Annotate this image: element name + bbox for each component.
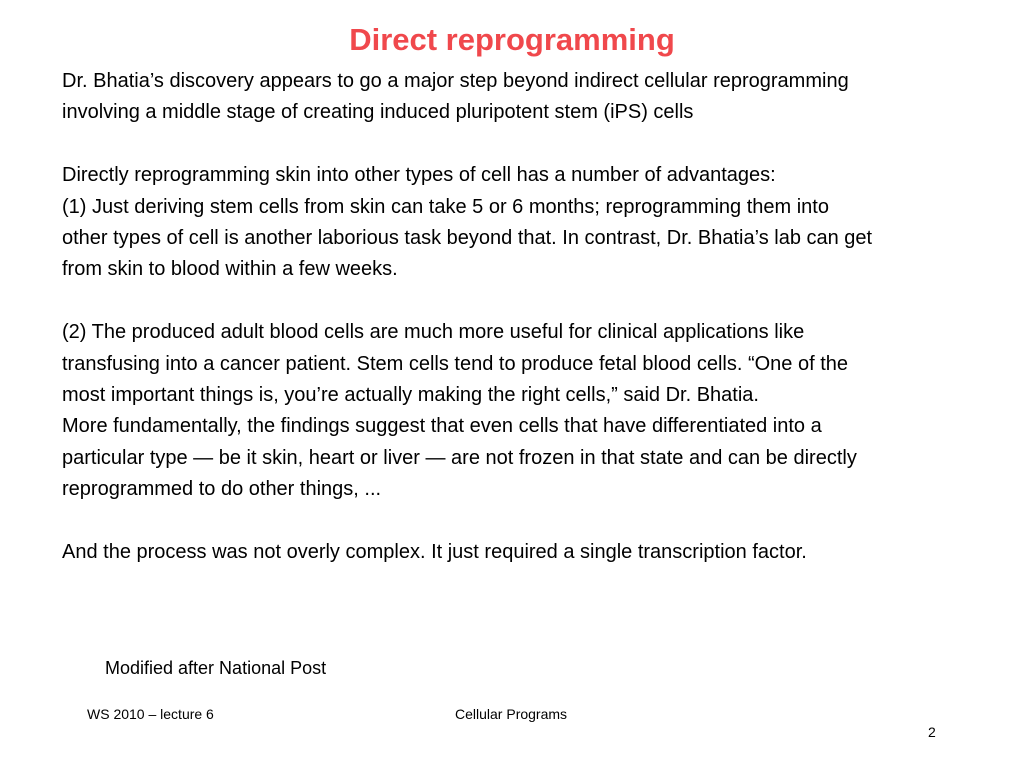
body-line: involving a middle stage of creating induced pluripotent stem (iPS) cells [62,101,694,124]
body-line: (1) Just deriving stem cells from skin can take 5 or 6 months; reprogramming them into [62,195,829,218]
slide-title: Direct reprogramming [349,22,675,57]
body-line: More fundamentally, the findings suggest that even cells that have differentiated into a [62,415,822,438]
body-line: Directly reprogramming skin into other types of cell has a number of advantages: [62,164,776,187]
body-line: transfusing into a cancer patient. Stem cells tend to produce fetal blood cells. “One of the [62,352,849,375]
body-line: particular type — be it skin, heart or liver — are not frozen in that state and can be directly [62,446,857,469]
body-line: (2) The produced adult blood cells are much more useful for clinical applications like [62,321,805,344]
body-line: most important things is, you’re actually making the right cells,” said Dr. Bhatia. [62,383,759,406]
page-number: 2 [928,724,936,740]
footer-topic-label: Cellular Programs [455,706,568,722]
blank-line [62,505,1012,536]
source-note: Modified after National Post [105,658,327,678]
body-line: from skin to blood within a few weeks. [62,258,398,281]
body-line: other types of cell is another laborious task beyond that. In contrast, Dr. Bhatia’s lab can get [62,226,873,249]
blank-line [62,286,1012,317]
body-line: reprogrammed to do other things, ... [62,478,382,501]
blank-line [62,129,1012,160]
body-line: Dr. Bhatia’s discovery appears to go a major step beyond indirect cellular reprogramming [62,70,849,92]
body-line: And the process was not overly complex. It just required a single transcription factor. [62,540,807,563]
footer-course-label: WS 2010 – lecture 6 [87,706,214,722]
slide-body [62,66,1012,568]
